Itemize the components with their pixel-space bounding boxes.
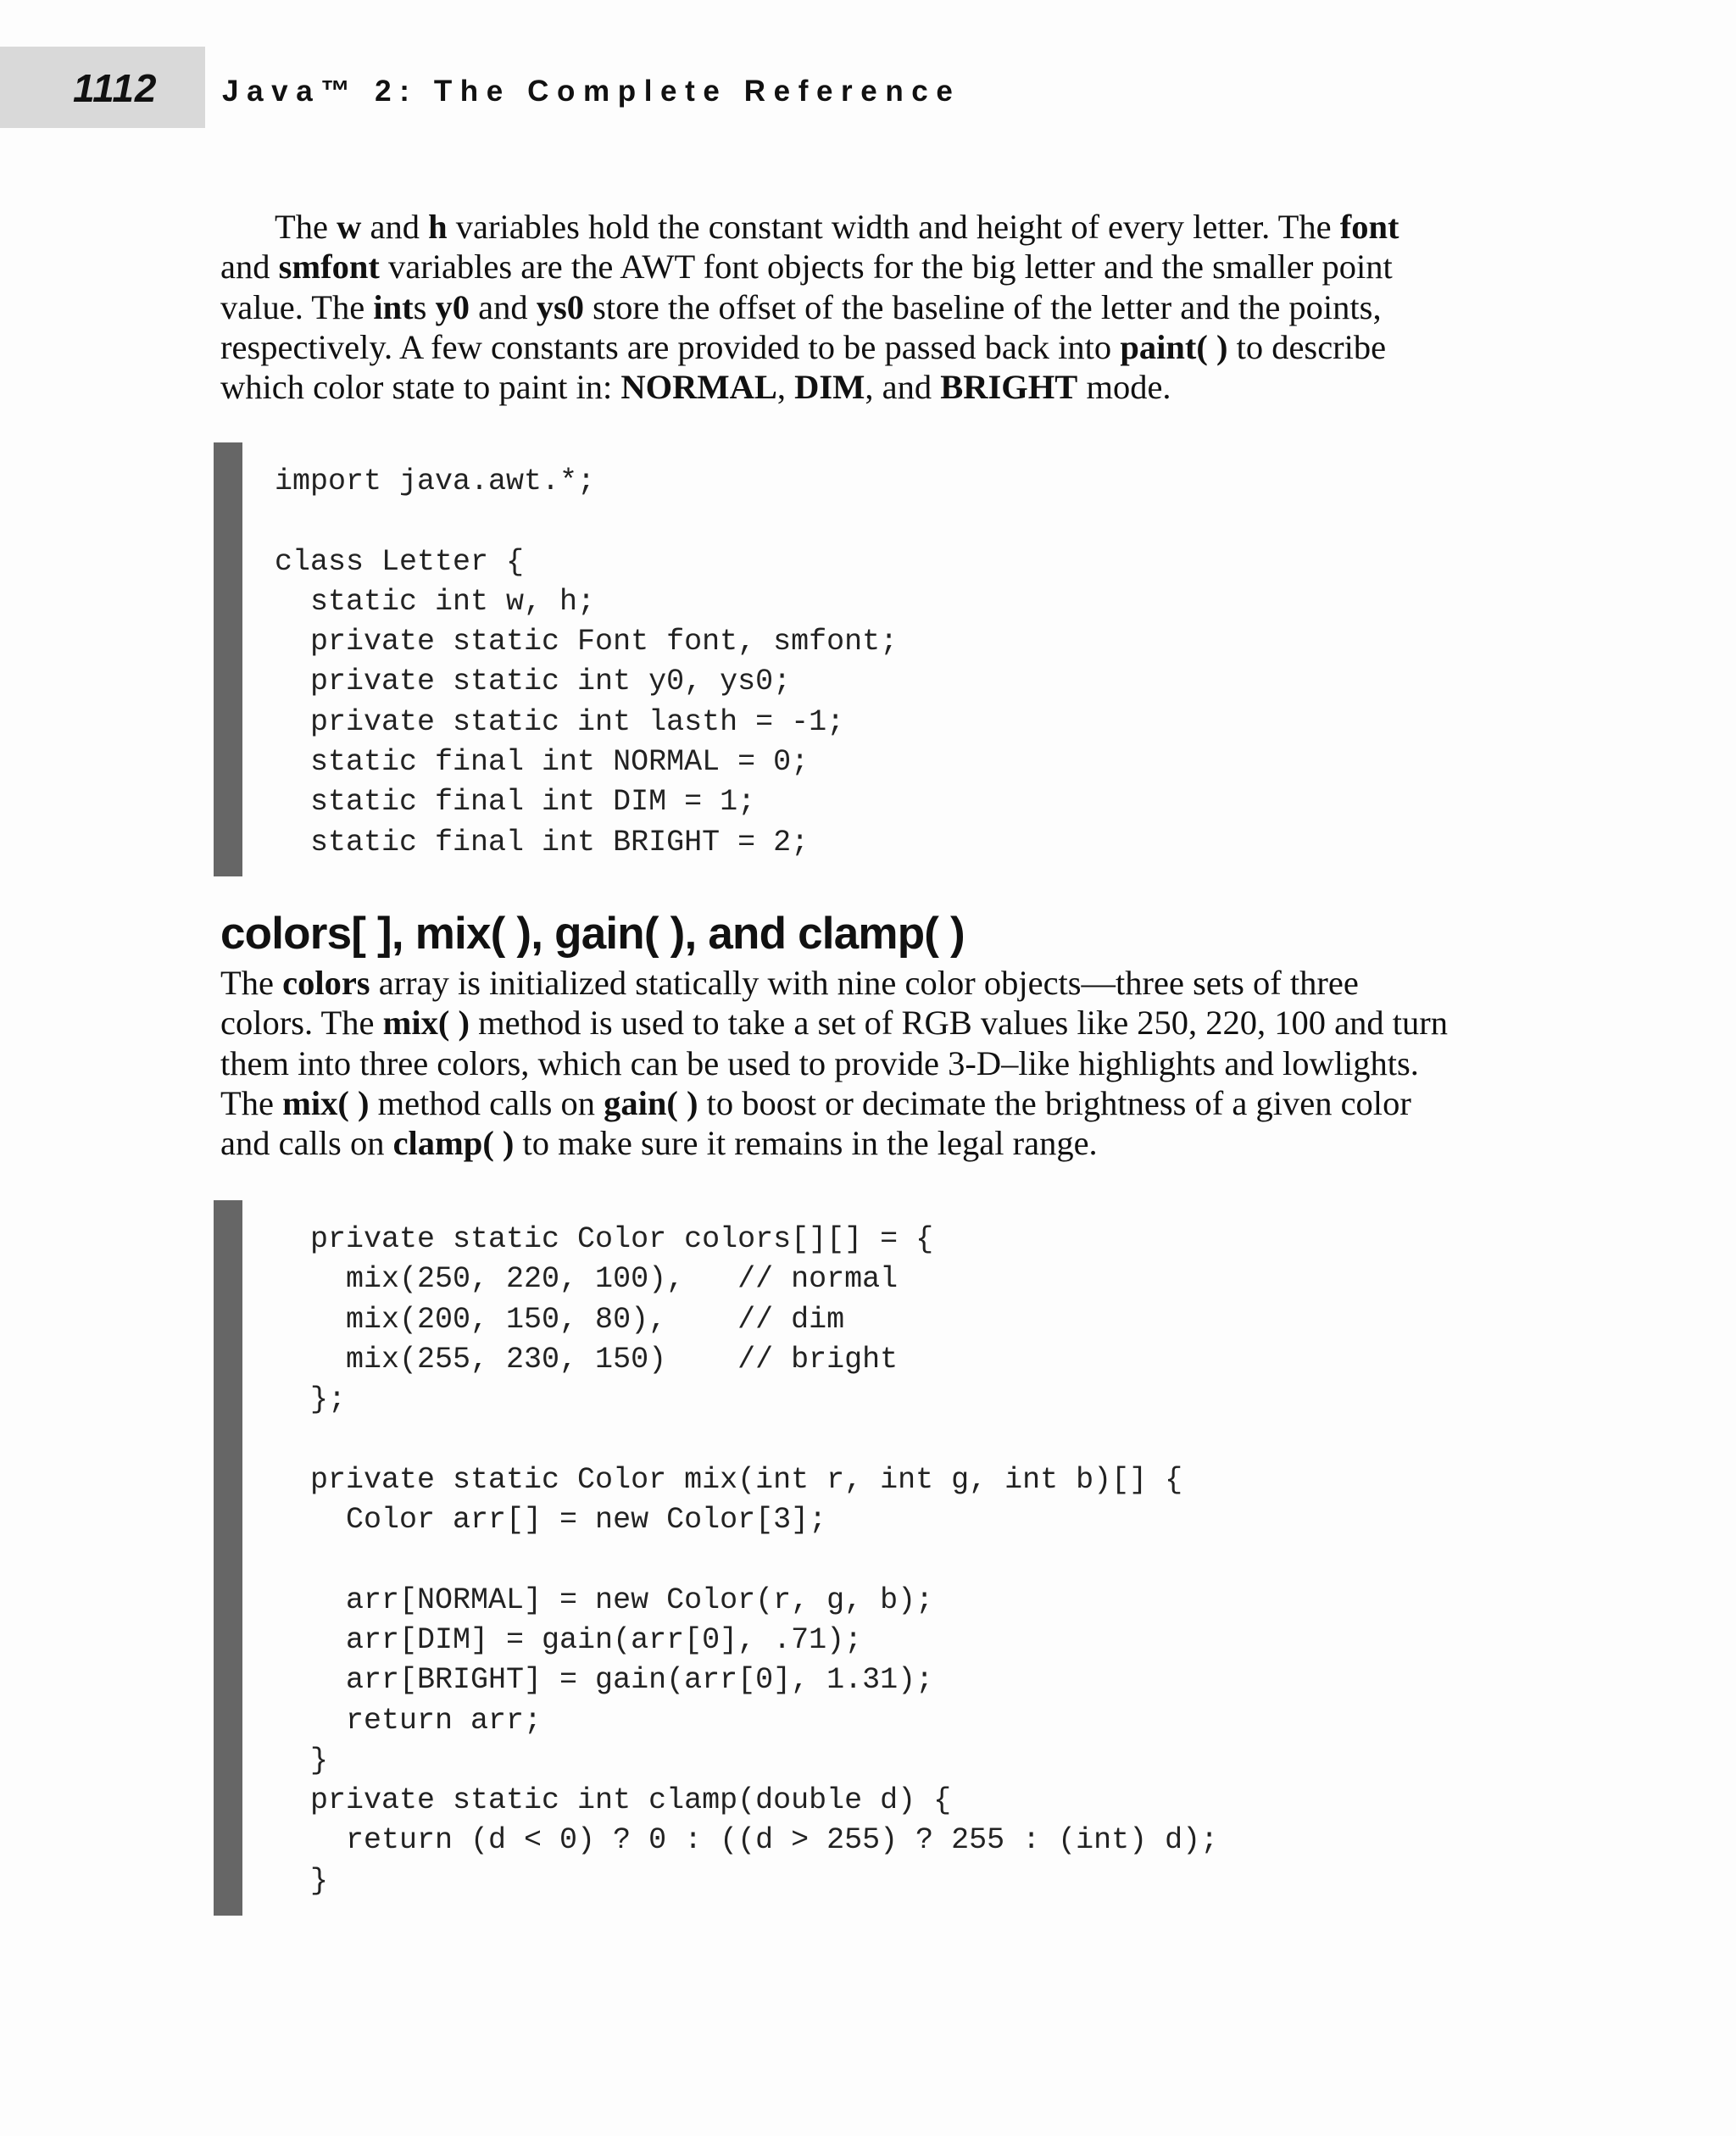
code-line: return (d < 0) ? 0 : ((d > 255) ? 255 : (int) d); <box>275 1823 1219 1858</box>
bold-term: ys0 <box>536 287 584 326</box>
code-listing-text <box>275 1220 1218 1901</box>
code-line: arr[NORMAL] = new Color(r, g, b); <box>275 1583 934 1617</box>
bold-term: DIM <box>794 368 865 407</box>
bold-term: mix( ) <box>282 1083 370 1122</box>
code-line: return arr; <box>275 1703 542 1738</box>
code-line: static int w, h; <box>275 584 596 619</box>
text-run: The <box>220 964 283 1002</box>
text-run: and calls on <box>220 1124 393 1163</box>
code-line <box>275 502 898 542</box>
text-run: s <box>413 287 436 326</box>
bold-term: NORMAL <box>620 368 777 407</box>
text-run: value. The <box>220 287 374 326</box>
bold-term: y0 <box>435 287 470 326</box>
code-line: private static int lasth = -1; <box>275 704 845 739</box>
text-run: to describe <box>1227 327 1387 366</box>
bold-term: font <box>1339 208 1399 246</box>
bold-term: mix( ) <box>382 1004 470 1043</box>
code-listing-bar <box>214 442 242 876</box>
code-line: private static Color mix(int r, int g, int b)[] { <box>275 1462 1183 1497</box>
text-run: The <box>275 208 337 246</box>
text-run: method calls on <box>369 1083 604 1122</box>
text-run: array is initialized statically with nine color objects—three sets of three <box>370 964 1359 1002</box>
paragraph-line <box>220 247 1517 286</box>
code-line: private static Color colors[][] = { <box>275 1222 934 1256</box>
paragraph-line <box>220 1123 1517 1163</box>
code-line: }; <box>275 1382 347 1417</box>
code-line: arr[DIM] = gain(arr[0], .71); <box>275 1622 863 1657</box>
text-run: , and <box>865 368 941 407</box>
code-line <box>275 1540 1218 1580</box>
paragraph-line <box>220 1083 1517 1123</box>
bold-term: int <box>373 287 414 326</box>
code-line: } <box>275 1863 329 1898</box>
text-run: which color state to paint in: <box>220 368 621 407</box>
bold-term: smfont <box>278 248 380 286</box>
text-run: mode. <box>1077 368 1171 407</box>
code-line: mix(250, 220, 100), // normal <box>275 1262 899 1297</box>
paragraph-line <box>220 287 1517 327</box>
running-head: Java™ 2: The Complete Reference <box>222 75 961 108</box>
code-line: class Letter { <box>275 544 525 579</box>
bold-term: w <box>337 208 362 246</box>
body-paragraph-1 <box>220 207 1517 407</box>
text-run: and <box>469 287 537 326</box>
bold-term: gain( ) <box>604 1083 698 1122</box>
text-run: , <box>776 368 795 407</box>
code-line <box>275 1420 1218 1460</box>
paragraph-line <box>220 327 1517 367</box>
text-run: them into three colors, which can be used to provide 3-D–like highlights and lowlights. <box>220 1043 1419 1082</box>
text-run: variables are the AWT font objects for the big letter and the smaller point <box>379 248 1393 286</box>
text-run: The <box>220 1083 283 1122</box>
section-heading: colors[ ], mix( ), gain( ), and clamp( ) <box>220 909 965 959</box>
code-listing-text <box>275 462 898 863</box>
page-number: 1112 <box>73 66 158 110</box>
paragraph-line <box>220 367 1517 407</box>
text-run: store the offset of the baseline of the letter and the points, <box>583 287 1382 326</box>
text-run: and <box>361 208 429 246</box>
text-run: colors. The <box>220 1004 383 1043</box>
code-line: import java.awt.*; <box>275 464 596 498</box>
code-listing-bar <box>214 1200 242 1916</box>
paragraph-line <box>220 1003 1517 1043</box>
code-line: static final int BRIGHT = 2; <box>275 825 810 859</box>
paragraph-line <box>220 1043 1517 1083</box>
text-run: to boost or decimate the brightness of a given color <box>698 1083 1411 1122</box>
text-run: and <box>220 248 279 286</box>
bold-term: h <box>428 208 448 246</box>
code-line: Color arr[] = new Color[3]; <box>275 1503 827 1538</box>
code-line: arr[BRIGHT] = gain(arr[0], 1.31); <box>275 1663 934 1698</box>
code-line: mix(200, 150, 80), // dim <box>275 1302 845 1337</box>
code-line: private static int clamp(double d) { <box>275 1783 952 1818</box>
code-line: static final int NORMAL = 0; <box>275 745 810 780</box>
code-line: private static Font font, smfont; <box>275 625 899 659</box>
code-line: static final int DIM = 1; <box>275 785 756 820</box>
bold-term: clamp( ) <box>392 1124 515 1163</box>
text-run: respectively. A few constants are provided to be passed back into <box>220 327 1121 366</box>
text-run: method is used to take a set of RGB values like 250, 220, 100 and turn <box>469 1004 1449 1043</box>
bold-term: colors <box>282 964 370 1002</box>
code-line: } <box>275 1743 329 1777</box>
code-line: mix(255, 230, 150) // bright <box>275 1342 899 1377</box>
paragraph-line <box>220 207 1517 247</box>
paragraph-line <box>220 963 1517 1003</box>
code-line: private static int y0, ys0; <box>275 665 792 699</box>
bold-term: paint( ) <box>1120 327 1228 366</box>
bold-term: BRIGHT <box>940 368 1078 407</box>
body-paragraph-2 <box>220 963 1517 1163</box>
text-run: to make sure it remains in the legal range. <box>514 1124 1098 1163</box>
text-run: variables hold the constant width and height of every letter. The <box>447 208 1340 246</box>
